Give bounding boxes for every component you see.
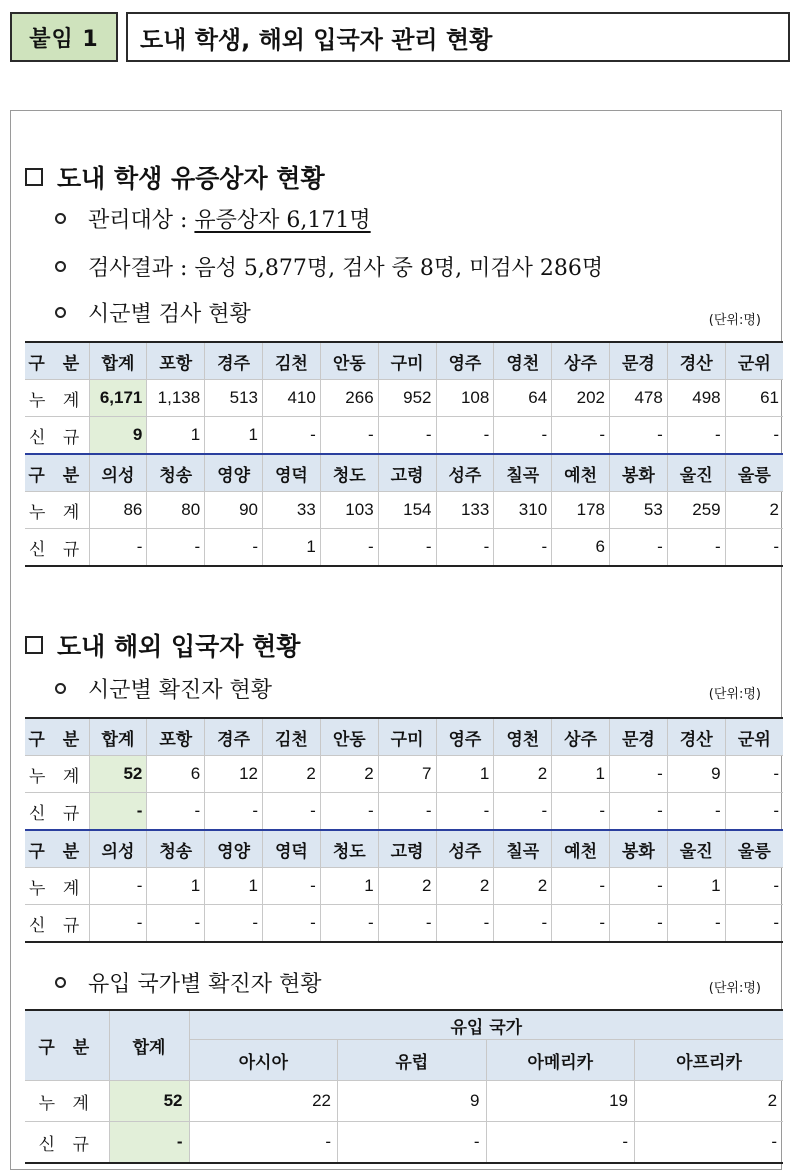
value-cell: -	[147, 529, 205, 567]
header-region: 예천	[552, 454, 610, 492]
circle-bullet-icon	[55, 213, 66, 224]
row-label: 신 규	[25, 1122, 109, 1164]
header-region: 청도	[320, 454, 378, 492]
value-cell: -	[725, 793, 783, 831]
value-cell: 1	[147, 417, 205, 455]
table-header-row	[25, 718, 783, 756]
value-cell: -	[725, 529, 783, 567]
bullet-value: 음성 5,877명, 검사 중 8명, 미검사 286명	[194, 256, 604, 281]
header-total: 합계	[109, 1010, 189, 1081]
test-status-table	[25, 341, 783, 567]
header-region: 문경	[609, 718, 667, 756]
header-region: 군위	[725, 718, 783, 756]
value-cell: -	[635, 1122, 784, 1164]
row-label: 신 규	[25, 905, 89, 943]
total-cell: -	[89, 793, 147, 831]
value-cell: 86	[89, 492, 147, 529]
header-region: 영천	[494, 342, 552, 380]
header-region: 영주	[436, 342, 494, 380]
header-region: 김천	[263, 342, 321, 380]
row-label: 누 계	[25, 756, 89, 793]
table-row	[25, 417, 783, 455]
header-region: 의성	[89, 830, 147, 868]
header-country: 아메리카	[486, 1040, 635, 1081]
value-cell: 6	[147, 756, 205, 793]
section2-title-row	[25, 627, 300, 663]
value-cell: 1	[552, 756, 610, 793]
table-row	[25, 793, 783, 831]
value-cell: 1	[436, 756, 494, 793]
bullet-text: 시군별 검사 현황	[88, 302, 251, 327]
value-cell: -	[263, 793, 321, 831]
row-label: 누 계	[25, 380, 89, 417]
header-region: 울진	[667, 830, 725, 868]
header-region: 영주	[436, 718, 494, 756]
bullet-value: 유증상자 6,171명	[194, 208, 371, 233]
value-cell: -	[205, 529, 263, 567]
value-cell: -	[436, 793, 494, 831]
header-region: 봉화	[609, 454, 667, 492]
value-cell: -	[205, 793, 263, 831]
square-bullet-icon	[25, 636, 43, 654]
header-region: 청도	[320, 830, 378, 868]
value-cell: -	[725, 756, 783, 793]
value-cell: -	[436, 905, 494, 943]
value-cell: -	[609, 868, 667, 905]
header-region: 고령	[378, 454, 436, 492]
value-cell: -	[494, 793, 552, 831]
value-cell: -	[552, 417, 610, 455]
value-cell: -	[494, 529, 552, 567]
header-region: 포항	[147, 718, 205, 756]
value-cell: 2	[494, 756, 552, 793]
header-division: 구 분	[25, 718, 89, 756]
value-cell: -	[667, 417, 725, 455]
value-cell: -	[320, 905, 378, 943]
value-cell: 61	[725, 380, 783, 417]
value-cell: -	[147, 905, 205, 943]
header-region: 영덕	[263, 830, 321, 868]
header-region: 영양	[205, 830, 263, 868]
section1-bullet-result	[55, 251, 603, 282]
table-header-row	[25, 454, 783, 492]
value-cell: -	[89, 905, 147, 943]
header-region: 울릉	[725, 830, 783, 868]
value-cell: 90	[205, 492, 263, 529]
value-cell: -	[609, 529, 667, 567]
table-row	[25, 905, 783, 943]
bullet-text: 유입 국가별 확진자 현황	[88, 972, 322, 997]
header-region: 상주	[552, 342, 610, 380]
header-region: 구미	[378, 342, 436, 380]
total-cell: -	[109, 1122, 189, 1164]
value-cell: 9	[667, 756, 725, 793]
header-region: 청송	[147, 830, 205, 868]
value-cell: 103	[320, 492, 378, 529]
header-region: 문경	[609, 342, 667, 380]
value-cell: 513	[205, 380, 263, 417]
header-region: 영천	[494, 718, 552, 756]
header-country: 유럽	[338, 1040, 487, 1081]
value-cell: -	[667, 793, 725, 831]
header-region: 구미	[378, 718, 436, 756]
value-cell: 7	[378, 756, 436, 793]
header	[10, 12, 790, 66]
value-cell: -	[320, 529, 378, 567]
value-cell: -	[486, 1122, 635, 1164]
table-row	[25, 492, 783, 529]
row-label: 신 규	[25, 417, 89, 455]
table-header-row	[25, 830, 783, 868]
attachment-badge: 붙임 1	[10, 12, 118, 62]
header-region: 상주	[552, 718, 610, 756]
value-cell: 410	[263, 380, 321, 417]
header-region: 포항	[147, 342, 205, 380]
value-cell: 154	[378, 492, 436, 529]
value-cell: -	[378, 905, 436, 943]
header-region: 안동	[320, 342, 378, 380]
value-cell: 1	[205, 868, 263, 905]
value-cell: -	[667, 905, 725, 943]
value-cell: -	[378, 417, 436, 455]
section1-title-row	[25, 159, 325, 195]
header-region: 경산	[667, 342, 725, 380]
value-cell: -	[725, 905, 783, 943]
unit-label: (단위:명)	[708, 687, 761, 702]
section2-bullet-country	[55, 967, 322, 998]
value-cell: -	[263, 417, 321, 455]
value-cell: -	[494, 417, 552, 455]
section1-bullet-table	[55, 297, 251, 328]
total-cell: 52	[89, 756, 147, 793]
header-region: 성주	[436, 830, 494, 868]
value-cell: 259	[667, 492, 725, 529]
value-cell: -	[494, 905, 552, 943]
value-cell: -	[189, 1122, 338, 1164]
header-region: 고령	[378, 830, 436, 868]
value-cell: 6	[552, 529, 610, 567]
value-cell: 64	[494, 380, 552, 417]
header-region: 울진	[667, 454, 725, 492]
value-cell: -	[436, 417, 494, 455]
table-row	[25, 868, 783, 905]
total-cell: 9	[89, 417, 147, 455]
header-division: 구 분	[25, 1010, 109, 1081]
value-cell: 1	[320, 868, 378, 905]
table-row	[25, 756, 783, 793]
bullet-label: 검사결과 :	[88, 256, 188, 281]
header-division: 구 분	[25, 454, 89, 492]
value-cell: 108	[436, 380, 494, 417]
header-region: 청송	[147, 454, 205, 492]
table-row	[25, 380, 783, 417]
value-cell: -	[725, 868, 783, 905]
value-cell: 266	[320, 380, 378, 417]
header-country: 아프리카	[635, 1040, 784, 1081]
header-region: 울릉	[725, 454, 783, 492]
value-cell: 2	[725, 492, 783, 529]
country-table	[25, 1009, 783, 1164]
unit-label: (단위:명)	[708, 981, 761, 996]
value-cell: 1	[205, 417, 263, 455]
value-cell: -	[320, 793, 378, 831]
table-row	[25, 1081, 783, 1122]
table-row	[25, 529, 783, 567]
circle-bullet-icon	[55, 261, 66, 272]
total-cell: 52	[109, 1081, 189, 1122]
header-country: 아시아	[189, 1040, 338, 1081]
value-cell: 33	[263, 492, 321, 529]
value-cell: 952	[378, 380, 436, 417]
bullet-label: 관리대상 :	[88, 208, 188, 233]
value-cell: 478	[609, 380, 667, 417]
header-region: 경주	[205, 342, 263, 380]
value-cell: 12	[205, 756, 263, 793]
header-region: 영양	[205, 454, 263, 492]
header-region: 합계	[89, 718, 147, 756]
value-cell: 2	[263, 756, 321, 793]
value-cell: -	[436, 529, 494, 567]
header-region: 안동	[320, 718, 378, 756]
value-cell: 178	[552, 492, 610, 529]
header-region: 경산	[667, 718, 725, 756]
section2-bullet-city	[55, 673, 272, 704]
header-region: 칠곡	[494, 830, 552, 868]
bullet-text: 시군별 확진자 현황	[88, 678, 273, 703]
header-division: 구 분	[25, 830, 89, 868]
header-region: 의성	[89, 454, 147, 492]
table-row	[25, 1122, 783, 1164]
row-label: 누 계	[25, 492, 89, 529]
value-cell: 2	[378, 868, 436, 905]
value-cell: 1,138	[147, 380, 205, 417]
header-region: 경주	[205, 718, 263, 756]
value-cell: -	[609, 756, 667, 793]
section2-title: 도내 해외 입국자 현황	[57, 632, 301, 661]
header-region: 성주	[436, 454, 494, 492]
circle-bullet-icon	[55, 307, 66, 318]
row-label: 누 계	[25, 1081, 109, 1122]
page-title: 도내 학생, 해외 입국자 관리 현황	[126, 12, 790, 62]
value-cell: -	[552, 905, 610, 943]
value-cell: -	[725, 417, 783, 455]
value-cell: -	[552, 793, 610, 831]
unit-label: (단위:명)	[708, 313, 761, 328]
header-origin-group: 유입 국가	[189, 1010, 783, 1040]
content-panel	[10, 110, 782, 1170]
header-region: 합계	[89, 342, 147, 380]
header-region: 예천	[552, 830, 610, 868]
header-region: 칠곡	[494, 454, 552, 492]
value-cell: 133	[436, 492, 494, 529]
row-label: 신 규	[25, 529, 89, 567]
value-cell: 9	[338, 1081, 487, 1122]
value-cell: 202	[552, 380, 610, 417]
value-cell: -	[609, 905, 667, 943]
value-cell: -	[320, 417, 378, 455]
value-cell: 1	[263, 529, 321, 567]
square-bullet-icon	[25, 168, 43, 186]
value-cell: 2	[320, 756, 378, 793]
value-cell: -	[147, 793, 205, 831]
header-division: 구 분	[25, 342, 89, 380]
value-cell: 53	[609, 492, 667, 529]
circle-bullet-icon	[55, 977, 66, 988]
row-label: 신 규	[25, 793, 89, 831]
value-cell: -	[609, 417, 667, 455]
value-cell: 80	[147, 492, 205, 529]
overseas-city-table	[25, 717, 783, 943]
value-cell: -	[89, 529, 147, 567]
value-cell: -	[667, 529, 725, 567]
header-region: 봉화	[609, 830, 667, 868]
section1-title: 도내 학생 유증상자 현황	[57, 164, 325, 193]
value-cell: -	[378, 529, 436, 567]
value-cell: -	[552, 868, 610, 905]
value-cell: -	[89, 868, 147, 905]
header-region: 군위	[725, 342, 783, 380]
header-region: 김천	[263, 718, 321, 756]
value-cell: 19	[486, 1081, 635, 1122]
value-cell: 2	[494, 868, 552, 905]
table-header-row	[25, 342, 783, 380]
value-cell: 498	[667, 380, 725, 417]
value-cell: 2	[635, 1081, 784, 1122]
header-region: 영덕	[263, 454, 321, 492]
value-cell: -	[205, 905, 263, 943]
value-cell: 22	[189, 1081, 338, 1122]
value-cell: 2	[436, 868, 494, 905]
circle-bullet-icon	[55, 683, 66, 694]
value-cell: 310	[494, 492, 552, 529]
value-cell: -	[338, 1122, 487, 1164]
value-cell: -	[263, 905, 321, 943]
row-label: 누 계	[25, 868, 89, 905]
value-cell: -	[378, 793, 436, 831]
value-cell: -	[263, 868, 321, 905]
value-cell: 1	[147, 868, 205, 905]
value-cell: -	[609, 793, 667, 831]
section1-bullet-target	[55, 203, 371, 234]
total-cell: 6,171	[89, 380, 147, 417]
value-cell: 1	[667, 868, 725, 905]
